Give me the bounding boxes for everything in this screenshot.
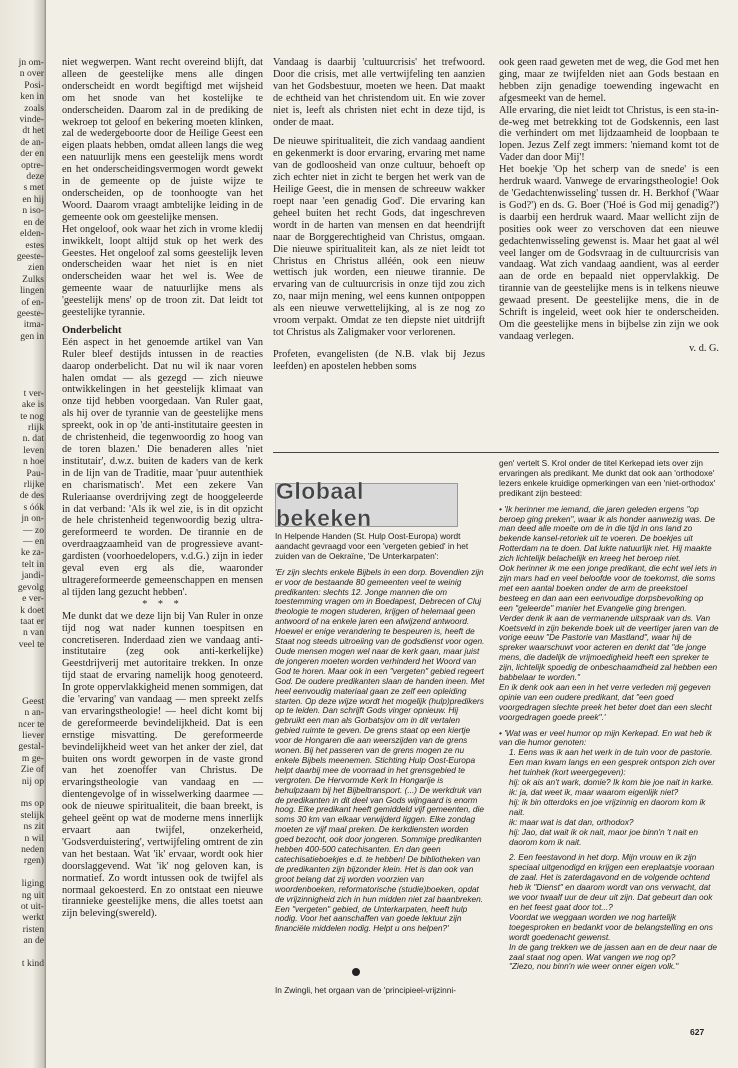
column-1 bbox=[62, 57, 263, 920]
section-heading: Onderbelicht bbox=[62, 324, 122, 336]
column-title: Globaal bekeken bbox=[276, 478, 372, 531]
margin-fragment: n an- bbox=[24, 707, 44, 719]
dialogue-line: hij: ok ais an't wark, domie? Ik kom bie joe nait in karke. bbox=[509, 777, 714, 788]
margin-fragment: t kind bbox=[21, 958, 44, 970]
margin-fragment: lingen bbox=[20, 285, 44, 297]
margin-fragment: zien bbox=[28, 262, 44, 274]
paragraph: Eén aspect in het genoemde artikel van Van Ruler bleef destijds intussen in de reacties daarop onderbelicht. Dat nu wil ik naar voren halen omdat — als gezegd — zich nieuwe ontwikkelingen in het geestelijk klimaat van onze tijd hebben voorgedaan. Van Ruler gaat, als hij over de tyrannie van de geestelijke mens spreekt, ook in op 'de anti-institutaire geesten in de christenheid, die tegenwoordig zo hoog van de toren blazen.' Die benaderen alles 'niet institutair', d.w.z. buiten de kaders van de kerk in de lijn van de Traditie, maar 'puur autenthiek en charismatisch'. Met een zekere Van Ruleriaanse overdrijving zegt de hooggeleerde in dat verband: 'Als ik wel zie, is in dit opzicht de hele christenheid tegenwoordig bezig ultra-gereformeerd te worden. De tirannie en de overdraagzaamheid van de progressieve avant-gardisten (voorhoedelopers, v.d.G.) zijn in ieder geval even erg als die, waaronder ultragereformeerde gemeenschappen en mensen al tijden lang gezucht hebben'. bbox=[62, 336, 263, 598]
margin-fragment bbox=[0, 662, 46, 673]
paragraph: Profeten, evangelisten (de N.B. vlak bij Jezus leefden) en apostelen hebben soms bbox=[273, 348, 485, 372]
globaal-right-column bbox=[499, 459, 719, 972]
paragraph: ook geen raad geweten met de weg, die God met hen ging, maar ze twijfelden niet aan Gods bestaan en hebben zijn genadige toewending ingewacht en afgesmeekt van de hemel. bbox=[499, 57, 719, 104]
margin-fragment: de des bbox=[19, 490, 44, 502]
margin-fragment: liever bbox=[22, 729, 44, 741]
margin-fragment: optre- bbox=[21, 159, 44, 171]
margin-fragment: s óók bbox=[23, 501, 44, 513]
margin-fragment: der en bbox=[20, 148, 44, 160]
margin-fragment: ng uit bbox=[21, 889, 44, 901]
margin-fragment: of en- bbox=[21, 296, 44, 308]
margin-fragment: en de bbox=[23, 216, 44, 228]
margin-fragment: ms op bbox=[20, 798, 44, 810]
globaal-left-column bbox=[275, 532, 485, 996]
margin-fragment: gevolg bbox=[17, 581, 44, 593]
left-page-margin bbox=[0, 0, 46, 1068]
margin-fragment: taat er bbox=[20, 615, 44, 627]
margin-fragment: te nog bbox=[20, 410, 44, 422]
margin-fragment: estes bbox=[25, 239, 44, 251]
margin-fragment: an de bbox=[23, 935, 44, 947]
quote-item: En ik denk ook aan een in het verre verleden mij gegeven opinie van een oudere predikant, dat "een goed voorgedragen slechte preek het beter doet dan een slecht voorgedragen goede preek".' bbox=[499, 681, 712, 722]
paragraph: Het ongeloof, ook waar het zich in vrome kledij inwikkelt, loopt altijd stuk op het werk des Geestes. Het ongeloof zal soms geestelijk leven onderscheiden waar het niet is en niet onderscheiden waar het wel is. Wee de gemeente waar de natuurlijke mens als 'geestelijk mens' op de troon zit. Dat leidt tot geestelijke tyrannie. bbox=[62, 223, 263, 319]
page-number: 627 bbox=[690, 1027, 705, 1037]
margin-fragment: rlijk bbox=[28, 422, 44, 433]
margin-fragment: t ver- bbox=[23, 387, 44, 399]
margin-fragment bbox=[0, 684, 46, 695]
margin-fragment: n van bbox=[22, 627, 44, 639]
paragraph: Alle ervaring, die niet leidt tot Christus, is een sta-in-de-weg met betrekking tot de Godskennis, een last die verhindert om met lijdzaamheid de loopbaan te lopen. Jezus Zelf zegt immers: 'niemand komt tot de Vader dan door Mij'! bbox=[499, 104, 719, 164]
margin-fragment bbox=[0, 354, 46, 365]
margin-fragment: geeste- bbox=[16, 250, 44, 262]
margin-fragment: zoals bbox=[24, 102, 44, 114]
margin-fragment: liging bbox=[21, 878, 44, 890]
quote-item: In de gang trekken we de jassen aan en de deur naar de zaal staat nog open. Wat vangen we nog op? bbox=[509, 941, 718, 962]
margin-fragment: — zo bbox=[22, 524, 44, 536]
margin-fragment: Geest bbox=[22, 695, 44, 707]
author-signature: v. d. G. bbox=[689, 342, 719, 354]
margin-fragment: nij op bbox=[21, 775, 44, 787]
margin-fragment: jandi- bbox=[21, 570, 44, 582]
margin-fragment: stelijk bbox=[20, 809, 44, 821]
column-title-box bbox=[275, 478, 458, 531]
quote-item: Ook herinner ik me een jonge predikant, die echt wel iets in zijn mars had en veel beloofde voor de toekomst, die soms met een aantal boeken onder de arm de preekstoel besteeg en dan aan een eenvoudige dorpsbevolking op een "geleerde" manier het Evangelie ging brengen. bbox=[499, 563, 717, 613]
margin-fragment: neden bbox=[21, 844, 44, 856]
section-rule bbox=[273, 452, 719, 453]
margin-fragment: de an- bbox=[20, 136, 44, 148]
margin-fragment: gestal- bbox=[18, 741, 44, 753]
margin-fragment: ot uit- bbox=[20, 901, 44, 913]
quote-item: • 'Ik herinner me iemand, die jaren geleden ergens "op beroep ging preken", waar ik als honder aanwezig was. De man deed alle moeite om de in die tijd in ons land zo bekende kansel-retoriek uit te voeren. De boekjes uit Rotterdam na te doen. Dat lukte natuurlijk niet. Hij maakte zich lichtelijk belachelijk en kreeg het beroep niet. bbox=[499, 503, 716, 564]
paragraph: De nieuwe spiritualiteit, die zich vandaag aandient en gekenmerkt is door ervaring, ervaring met name van de godloosheid van onze cultuur, behoeft op zich echter niet in zicht te bergen het werk van de Heilige Geest, die in mensen de schreeuw wakker roept naar 'een genadig God'. Die ervaring kan geheel buiten het recht Gods, dat ingeschreven wordt in de harten van mensen en dat heendrijft naar de Borggerechtigheid van Christus, omgaan. Die nieuwe spiritualiteit kan, als ze niet leidt tot Christus en Christus alléén, ook een nieuw wettisch juk worden, een nieuwe tirannie. De ervaring van de cultuurcrisis in onze tijd zou zich zo, naar mijn mening, wel eens kunnen ontpoppen als een nieuwe verwettelijking, al is ze nog zo vroom verpakt. Omdat ze ten diepste niet uitdrijft tot Christus als Zaligmaker voor verlorenen. bbox=[273, 136, 485, 338]
margin-fragment: n hoe bbox=[22, 456, 44, 468]
margin-fragment bbox=[0, 376, 46, 387]
margin-fragment: n. dat bbox=[22, 433, 44, 445]
margin-fragment: n iso- bbox=[22, 205, 44, 217]
margin-fragment: veel te bbox=[18, 638, 44, 650]
dialogue-line: hij: ik bin otterdoks en joe vrijzinnig en daorom kom ik nait. bbox=[509, 796, 706, 817]
bullet-dot bbox=[352, 968, 360, 976]
quote-item: Verder denk ik aan de vermanende uitspraak van ds. Van Koetsveld in zijn bekende boek uit de veertiger jaren van de vorige eeuw "De Pastorie van Mastland", waar hij de spreker waarschuwt voor acteren en denkt dat "de jonge mens, die dadelijk de vrijmoedigheid heeft een spreker te zijn, lichtelijk spoedig de onbeschaamdheid zal hebben een babbelaar te worden." bbox=[499, 612, 719, 683]
margin-fragment: n wil bbox=[24, 832, 44, 844]
margin-fragment: Pau- bbox=[26, 467, 44, 479]
margin-fragment bbox=[0, 673, 46, 684]
margin-fragment bbox=[0, 650, 46, 661]
margin-fragment bbox=[0, 365, 46, 376]
column-3 bbox=[499, 57, 719, 355]
section-divider: * * * bbox=[142, 598, 183, 610]
margin-fragment: ncer te bbox=[18, 718, 44, 730]
margin-fragment: telt in bbox=[21, 558, 44, 570]
paragraph: Het boekje 'Op het scherp van de snede' is een herdruk waard. Vanwege de ervaringstheologie! Ook de 'Gedachtenwisseling' tussen dr. H. Berkhof ('Waar is God?') en ds. G. Boer ('Hoé is God mij genadig?') is daarbij een herdruk waard. Maar wellicht zijn de posities ook weer zo verschoven dat een nieuwe gedachtenwisseling gewenst is. Maar het gaat al wél veel langer om de Godsvraag in de cultuurcrisis van vandaag. Wat zich vandaag aandient, was al eerder aan de orde en bepaald niet oppervlakkig. De tirannie van de geestelijke mens is in telkens nieuwe gewaad present. De geestelijke mens, die in de Schrift is ingeleid, weet ook hier te onderscheiden. Om die geestelijke mens in bijbelse zin zijn we ook vandaag verlegen. bbox=[499, 164, 719, 342]
margin-fragment: Zulks bbox=[22, 273, 44, 285]
margin-fragment: rlijke bbox=[23, 479, 44, 491]
dialogue-line: ik: maar wat is dat dan, orthodox? bbox=[509, 816, 634, 827]
margin-fragment: jn om- bbox=[18, 57, 44, 68]
margin-fragment: gen in bbox=[20, 330, 44, 342]
margin-fragment: m ge- bbox=[21, 752, 44, 764]
margin-fragment: elden- bbox=[20, 228, 44, 240]
dialogue-line: hij: Jao, dat wait ik ok nait, maor joe binn'n 't nait en daorom kom ik nait. bbox=[509, 826, 699, 847]
paragraph: Me dunkt dat we deze lijn bij Van Ruler in onze tijd nog wat nader kunnen toespitsen en concretiseren. Inderdaad zien we vandaag anti-institutaire (zeg ook anti-kerkelijke) Geestdrijverij met autoritaire trekken. In onze tijd staat de ervaring namelijk hoog genoteerd. In grote oppervlakkigheid menen sommigen, dat die 'ervaring' van vandaag — men spreekt zelfs van ervaringstheologie! — heel dicht komt bij de gereformeerde bevindelijkheid. Dat is een ernstige misvatting. De gereformeerde bevindelijkheid weet van het anker der ziel, dat buiten ons wordt geworpen in de vaste grond van het zoenoffer van Christus. De ervaringstheologie van vandaag en — dientengevolge of in wisselwerking daarmee — ook de nieuwe spiritualiteit, die baan breekt, is geheel geënt op wat de moderne mens innerlijk ervaart aan twijfel, onzekerheid, 'Godsverduistering', vertwijfeling omtrent de zin van het bestaan. Wat 'ik' ervaar, wordt ook hier doorslaggevend. Wat 'ik' nog geloven kan, is normatief. Zo wordt intussen ook de twijfel als normaal gekoesterd. En zo ontstaat een nieuwe tirannieke geestelijke mens, die alles toetst aan zijn beleving(swereld). bbox=[62, 610, 263, 920]
quoted-text: 'Er zijn slechts enkele Bijbels in een dorp. Bovendien zijn er voor de bestaande 80 gemeenten veel te weinig predikanten: slechts 12. Jonge mannen die om toestemming vragen om in Boedapest, Debrecen of Cluj theologie te mogen studeren, krijgen of helemaal geen antwoord of na enkele jaren een afwijzend antwoord. Hoewel er enige verandering te bespeuren is, heeft de Staat nog steeds uitroeiing van de godsdienst voor ogen. Oude mensen mogen wel naar de kerk gaan, maar juist de jongeren moeten worden verhinderd het Woord van God te horen. Maar ook in een "vergeten" gebied regeert God. De oudere predikanten slaan de handen ineen. Met heel eenvoudig materiaal gaan ze zelf een opleiding starten. Op deze wijze wordt het mogelijk (hulp)predikers op te leiden. Dan schrijft Gods vinger opnieuw. Hij gebruikt een man als Gorbatsjov om in dit vertalen gebied ruimte te geven. De grens staat op een kiertje voor de Hongaren die aan weerszijden van de grens wonen. Bij het passeren van de grens mogen ze nu enkele Bijbels meenemen. Stichting Hulp Oost-Europa helpt daarbij mee de voorraad in het grensgebied te vergroten. De Hervormde Kerk In Hongarije is behulpzaam bij het Bijbeltransport. (...) De werkdruk van de predikanten in dit deel van Gods wijngaard is enorm hoog. Elke predikant heeft gemiddeld vijf gemeenten, die soms 30 km van elkaar verwijderd liggen. Elke zondag moeten ze vijf maal preken. De kerkdiensten worden goed bezocht, ook door jongeren. Sommige predikanten hebben 400-500 catechisanten. En dan geen catechisatieboekjes e.d. te hebben! De bibliotheken van de predikanten zijn bijzonder klein. Het is dan ook van groot belang dat zij worden voorzien van woordenboeken, reformatorische (studie)boeken, opdat de vrijzinnigheid zich in hun midden niet zal baanbreken. Een "vergeten" gebied, de Unterkarpaten, heeft hulp nodig. Voor het aanschaffen van goede lektuur zijn financiële middelen nodig. Helpt u ons helpen?' bbox=[275, 566, 485, 934]
quote-item: 2. Een feestavond in het dorp. Mijn vrouw en ik zijn speciaal uitgenodigd en krijgen een ereplaatsje vooraan de zaal. Het is zaterdagavond en de volgende ochtend heb ik "Dienst" en daarom wordt van ons verwacht, dat we voor twaalf uur de deur uit zijn. Dat gebeurt dan ook en het feest gaat door tot...? bbox=[509, 852, 715, 912]
paragraph: niet wegwerpen. Want recht overeind blijft, dat alleen de geestelijke mens alle dingen onderscheidt en wordt begiftigd met wijsheid om het snode van het kostelijke te onderscheiden. Daarom zal in de prediking de wekroep tot geloof en bekering moeten klinken, zal de wedergeboorte door de Heilige Geest een eigen plaats hebben, omdat alleen langs die weg een natuurlijk mens een geestelijk mens wordt en het onderscheidingsvermogen wordt gewekt in de gemeente op de juiste wijze te onderscheiden, op de toonhoogte van het Woord. Daarom vraagt ambtelijke leiding in de gemeente ook om geestelijke mensen. bbox=[62, 57, 263, 223]
margin-fragment: vinde- bbox=[19, 114, 44, 126]
margin-fragment bbox=[0, 342, 46, 353]
margin-fragment: risten bbox=[22, 923, 44, 935]
dialogue-line: ik: ja, dat weet ik, maar waarom eigenlijk niet? bbox=[509, 787, 679, 797]
margin-fragment: s met bbox=[23, 182, 44, 194]
margin-fragment: ken in bbox=[20, 91, 44, 103]
margin-fragment: n over bbox=[19, 68, 44, 80]
margin-fragment: en hij bbox=[22, 193, 44, 205]
margin-fragment: rgen) bbox=[23, 855, 44, 867]
margin-fragment: leven bbox=[23, 444, 44, 456]
margin-fragment: k doet bbox=[20, 604, 44, 616]
quote-item: "Ziezo, nou binn'n wie weer onner eigen volk." bbox=[509, 961, 679, 972]
quote-item: Voordat we weggaan worden we nog hartelijk toegesproken en bedankt voor de belangstelling en ons wordt goedenacht gewenst. bbox=[509, 911, 713, 942]
intro-text: gen' vertelt S. Krol onder de titel Kerkepad iets over zijn ervaringen als predikant. Me dunkt dat ook aan 'orthodoxe' lezers enkele kruidige opmerkingen van een 'niet-orthodox' predikant zijn besteed: bbox=[499, 458, 716, 498]
margin-fragment: ns zit bbox=[23, 821, 44, 833]
margin-fragment: e ver- bbox=[22, 593, 44, 605]
margin-fragment: dt het bbox=[22, 125, 44, 137]
margin-fragment: Zie of bbox=[20, 764, 44, 776]
margin-fragment: Posi- bbox=[24, 79, 44, 91]
margin-fragment bbox=[0, 787, 46, 798]
intro-text: In Helpende Handen (St. Hulp Oost-Europa) wordt aandacht gevraagd voor een 'vergeten gebied' in het zuiden van de Oekraïne, 'De Unterkarpaten': bbox=[275, 531, 469, 561]
margin-fragment: geeste- bbox=[16, 307, 44, 319]
quote-item: • 'Wat was er veel humor op mijn Kerkepad. En wat heb ik van die humor genoten: bbox=[499, 727, 712, 748]
margin-fragment: — en bbox=[22, 536, 44, 548]
margin-fragment: werkt bbox=[22, 912, 44, 924]
margin-fragment: itma- bbox=[23, 319, 44, 331]
margin-fragment bbox=[0, 947, 46, 958]
margin-fragment: jn on- bbox=[21, 513, 44, 525]
column-2 bbox=[273, 57, 485, 373]
paragraph: Vandaag is daarbij 'cultuurcrisis' het trefwoord. Door die crisis, met alle vertwijfeling ten aanzien van het Godsbestuur, moeten we heen. Dat maakt de echtheid van het christendom uit. En wie zover niet is, leeft als christen niet echt in deze tijd, is onder de maat. bbox=[273, 57, 485, 128]
quote-item: 1. Eens was ik aan het werk in de tuin voor de pastorie. Een man kwam langs en een gesprek ontspon zich over het tuinhek (kort weergegeven): bbox=[509, 747, 716, 778]
margin-fragment bbox=[0, 867, 46, 878]
margin-fragment: deze bbox=[26, 171, 44, 183]
margin-fragment: ake is bbox=[21, 399, 44, 411]
margin-fragment: ke za- bbox=[20, 547, 44, 559]
continuation-text: In Zwingli, het orgaan van de 'principieel-vrijzinni- bbox=[275, 985, 456, 996]
